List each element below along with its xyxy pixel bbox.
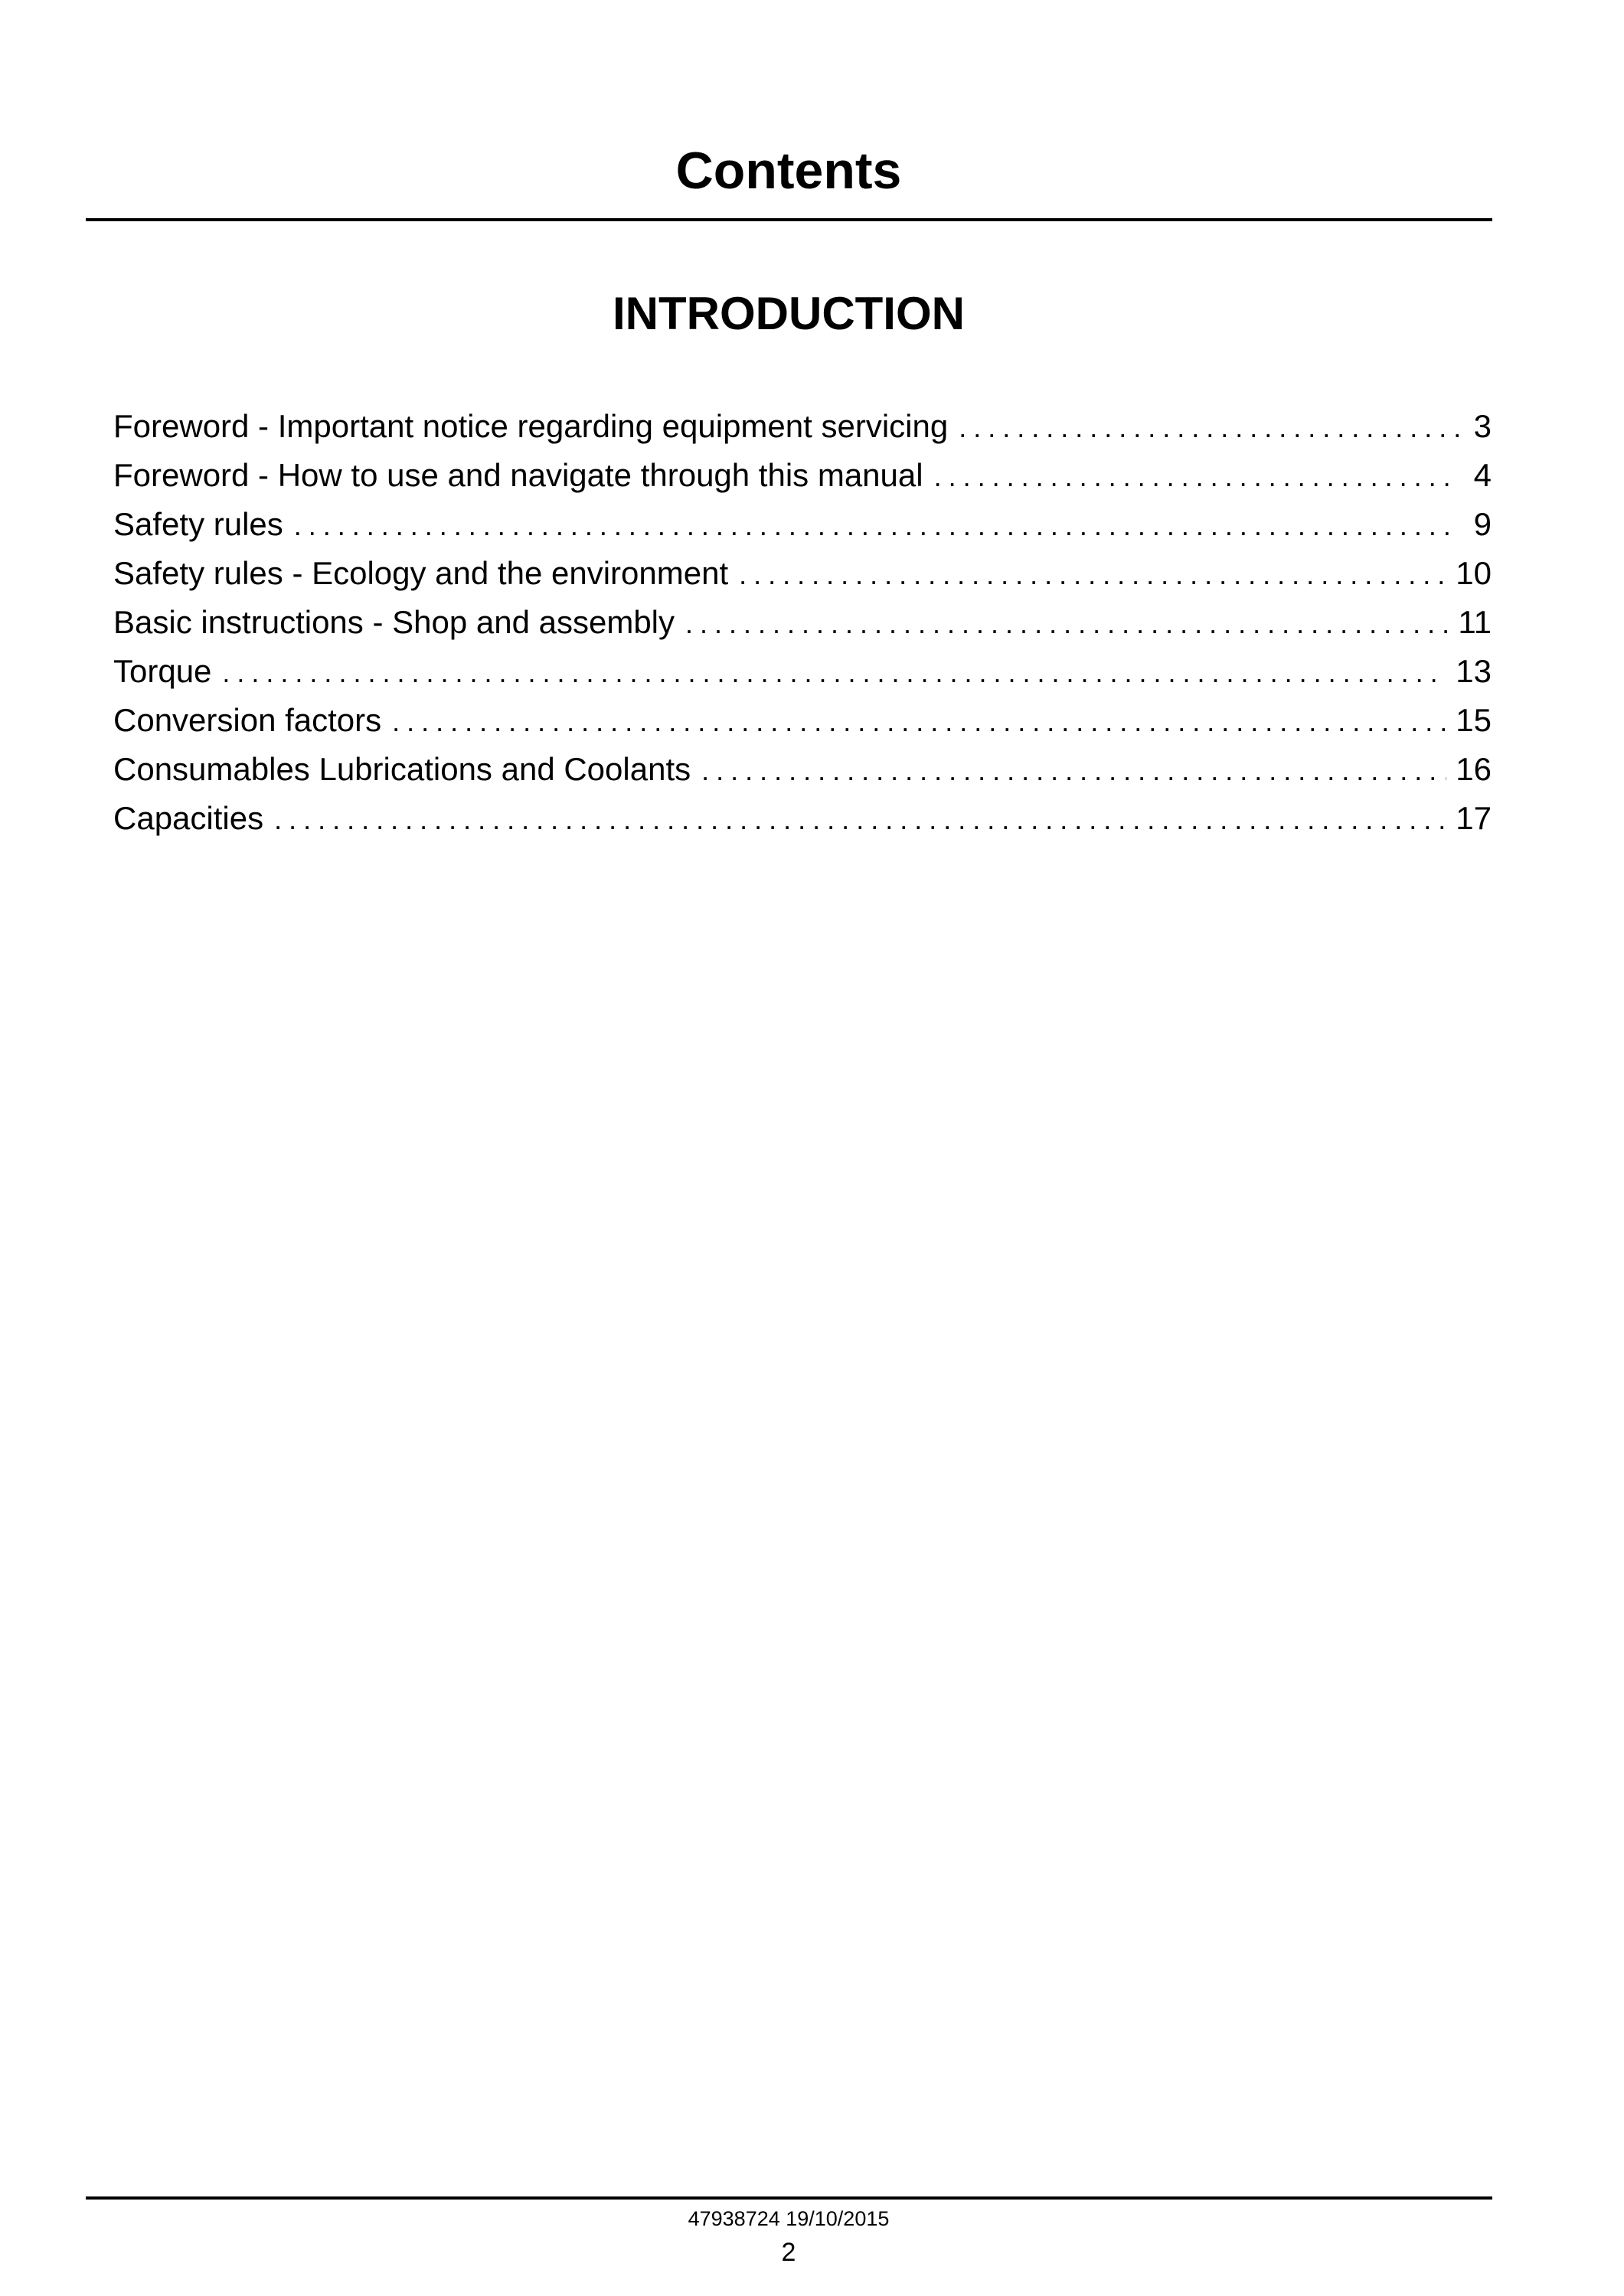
toc-entry-label: Conversion factors (113, 702, 382, 738)
toc-dot-leader (294, 501, 1459, 550)
toc-dot-leader (739, 550, 1446, 599)
toc-entry-safety-rules[interactable] (113, 500, 1492, 549)
toc-dot-leader (959, 403, 1459, 452)
toc-entry-conversion-factors[interactable] (113, 696, 1492, 745)
toc-dot-leader (392, 697, 1446, 746)
toc-entry-capacities[interactable] (113, 794, 1492, 843)
toc-entry-label: Capacities (113, 800, 264, 836)
toc-entry-page: 9 (1473, 506, 1492, 542)
toc-dot-leader (222, 648, 1446, 697)
toc-entry-page: 16 (1456, 751, 1492, 787)
toc-entry-page: 3 (1473, 408, 1492, 444)
toc-dot-leader (934, 452, 1459, 501)
document-id: 47938724 19/10/2015 (688, 2207, 890, 2230)
toc-entry-basic-instructions[interactable] (113, 598, 1492, 647)
toc-entry-foreword-how-to-use[interactable] (113, 451, 1492, 500)
footer-divider (86, 2196, 1492, 2200)
toc-entry-label: Safety rules (113, 506, 283, 542)
toc-entry-page: 11 (1458, 604, 1492, 640)
toc-entry-page: 13 (1456, 653, 1492, 689)
toc-entry-label: Basic instructions - Shop and assembly (113, 604, 675, 640)
toc-entry-label: Safety rules - Ecology and the environment (113, 555, 729, 591)
toc-entry-foreword-important-notice[interactable] (113, 402, 1492, 451)
toc-entry-label: Foreword - Important notice regarding equipment servicing (113, 408, 949, 444)
toc-entry-page: 10 (1456, 555, 1492, 591)
toc-entry-consumables[interactable] (113, 745, 1492, 794)
toc-entry-torque[interactable] (113, 647, 1492, 696)
toc-dot-leader (274, 795, 1446, 844)
toc-entry-label: Torque (113, 653, 212, 689)
toc-entry-page: 17 (1456, 800, 1492, 836)
toc-entry-page: 15 (1456, 702, 1492, 738)
table-of-contents (113, 402, 1492, 843)
toc-dot-leader (685, 599, 1449, 648)
toc-entry-safety-rules-ecology[interactable] (113, 549, 1492, 598)
toc-entry-page: 4 (1473, 457, 1492, 493)
toc-entry-label: Consumables Lubrications and Coolants (113, 751, 691, 787)
section-title: INTRODUCTION (613, 288, 965, 339)
page-title: Contents (675, 142, 902, 200)
header-divider (86, 218, 1492, 221)
toc-dot-leader (701, 746, 1446, 795)
page-number: 2 (781, 2238, 796, 2267)
toc-entry-label: Foreword - How to use and navigate through this manual (113, 457, 923, 493)
